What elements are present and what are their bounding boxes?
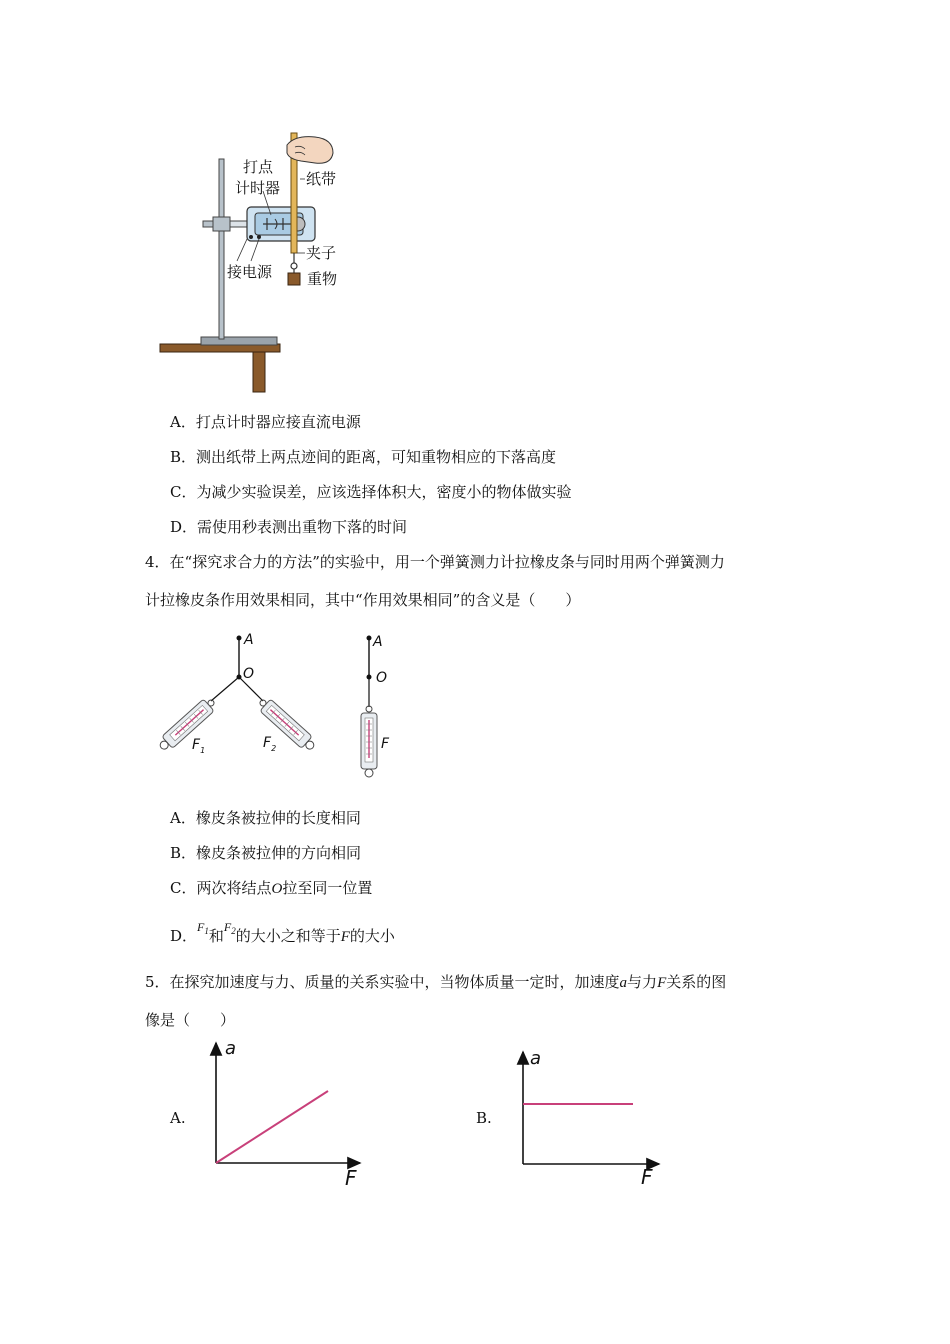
fig-label-O-right: O [376, 670, 388, 686]
apparatus-figure [155, 125, 355, 395]
q3-option-a [170, 412, 361, 432]
table-leg [253, 352, 265, 392]
option-text: 需使用秒表测出重物下落的时间 [197, 518, 408, 536]
fig-label-O-left: O [243, 666, 255, 682]
axis-label-F: F [641, 1165, 653, 1189]
label-tape: 纸带 [306, 170, 337, 188]
fig-label-A-right: A [373, 634, 383, 650]
label-timer-1: 打点 [243, 158, 274, 176]
option-letter: A． [170, 413, 196, 431]
axis-label-F: F [345, 1166, 357, 1190]
q5-option-b-letter: B. [476, 1109, 492, 1127]
fig-label-F1: $F_1$ [192, 737, 206, 755]
axis-label-a: a [225, 1038, 237, 1059]
var-F: F [340, 929, 350, 945]
var-O: O [271, 881, 283, 897]
option-text: 测出纸带上两点迹间的距离，可知重物相应的下落高度 [196, 448, 557, 466]
option-letter: B． [170, 448, 197, 466]
q5-stem-line1: 5．在探究加速度与力、质量的关系实验中，当物体质量一定时，加速度a与力F关系的图 [145, 973, 727, 991]
option-text: 和 [208, 927, 224, 945]
q4-stem-line2: 计拉橡皮条作用效果相同，其中“作用效果相同”的含义是（ ） [145, 591, 581, 609]
q5-stem-line2: 像是（ ） [145, 1011, 236, 1029]
stand-base [201, 337, 277, 345]
q4-option-b [170, 843, 361, 863]
stand-rod [219, 159, 224, 339]
option-letter: A． [170, 809, 196, 827]
var-F2: F2 [223, 920, 236, 936]
q4-option-d [170, 920, 395, 951]
weight-block [288, 273, 300, 285]
option-letter: C． [170, 879, 197, 897]
option-text: 为减少实验误差，应该选择体积大，密度小的物体做实验 [196, 483, 572, 501]
label-timer-2: 计时器 [235, 179, 281, 197]
fig-label-A-left: A [244, 632, 254, 648]
option-letter: D． [170, 518, 198, 536]
stand-clamp [213, 217, 230, 231]
fig-label-F2: $F_2$ [263, 735, 277, 753]
q3-option-b [170, 447, 556, 467]
label-clip: 夹子 [306, 244, 337, 262]
q3-option-d [170, 517, 407, 537]
q4-option-a [170, 808, 361, 828]
option-letter: D． [170, 927, 198, 945]
option-text: 拉至同一位置 [282, 879, 373, 897]
graph-option-b [505, 1040, 675, 1195]
option-text: 的大小之和等于 [235, 927, 341, 945]
axis-label-a: a [530, 1048, 542, 1069]
option-text: 两次将结点 [196, 879, 272, 897]
hand [287, 137, 333, 164]
option-text: 橡皮条被拉伸的方向相同 [196, 844, 362, 862]
q3-option-c [170, 482, 572, 502]
q4-option-c [170, 878, 372, 899]
option-letter: C． [170, 483, 197, 501]
label-weight: 重物 [307, 270, 338, 288]
force-figure [155, 625, 415, 785]
label-power: 接电源 [227, 263, 273, 281]
option-text: 橡皮条被拉伸的长度相同 [195, 809, 361, 827]
graph-option-a [200, 1035, 375, 1195]
q5-option-a-letter: A. [170, 1109, 186, 1127]
option-text: 打点计时器应接直流电源 [195, 413, 361, 431]
q4-stem-line1: 4．在“探究求合力的方法”的实验中，用一个弹簧测力计拉橡皮条与同时用两个弹簧测力 [145, 553, 725, 571]
option-text: 的大小 [349, 927, 395, 945]
var-F1: F1 [197, 920, 209, 936]
fig-label-F: F [381, 736, 390, 752]
option-letter: B． [170, 844, 197, 862]
proportional-line [216, 1091, 328, 1163]
